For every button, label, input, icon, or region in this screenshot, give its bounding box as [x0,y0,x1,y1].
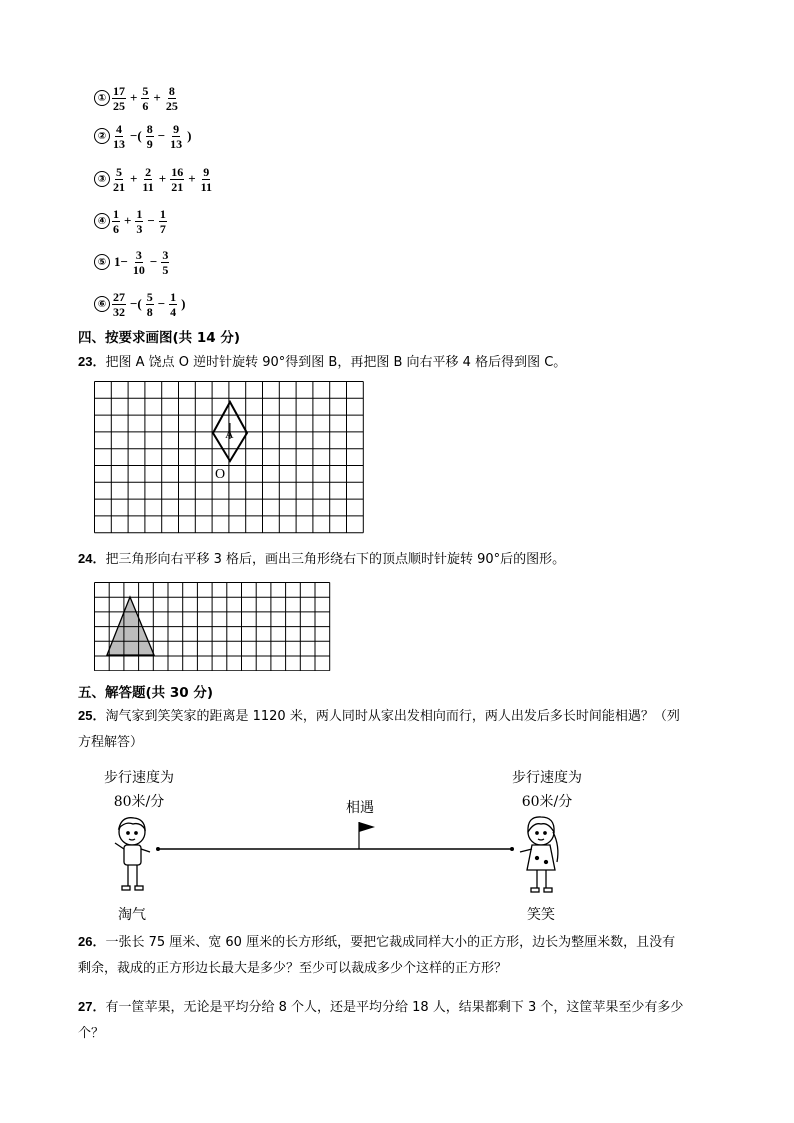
right-speed: 60米/分 [521,794,573,810]
operator: − [147,213,155,228]
operator: 1− [114,254,128,269]
fraction [146,291,154,318]
numerator: 2 [145,164,152,179]
question-text-line1: 有一筐苹果，无论是平均分给 8 个人，还是平均分给 18 人，结果都剩下 3 个，这筐苹果至少有多少 [105,1000,684,1015]
fraction [141,85,149,112]
numerator: 16 [171,164,184,179]
operator: ) [181,296,186,311]
numerator: 1 [136,206,143,221]
numerator: 5 [142,83,149,98]
fraction [135,208,143,235]
numerator: 5 [116,164,122,179]
expression-6 [94,287,189,321]
numerator: 9 [203,164,210,179]
question-text: 把三角形向右平移 3 格后，画出三角形绕右下的顶点顺时针旋转 90°后的图形。 [105,552,566,567]
numerator: 27 [113,289,125,304]
numerator: 1 [113,206,119,221]
operator: − [157,296,166,311]
numerator: 1 [159,206,166,221]
fraction [169,291,177,318]
girl-icon [520,817,558,892]
denominator: 11 [200,179,212,194]
fraction [112,123,126,150]
denominator: 13 [113,136,125,151]
question-number: 25． [78,708,106,723]
fraction [112,166,126,193]
denominator: 21 [171,179,184,194]
question-text: 把图 A 饶点 O 逆时针旋转 90°得到图 B，再把图 B 向右平移 4 格后得到图 C。 [105,355,567,370]
denominator: 6 [113,221,119,236]
fraction [132,249,146,276]
numerator: 8 [168,83,175,98]
expression-5 [94,245,170,279]
question-text-line2: 方程解答） [78,735,144,750]
denominator: 3 [136,221,143,236]
fraction [169,123,183,150]
question-text-line1: 一张长 75 厘米、宽 60 厘米的长方形纸，要把它裁成同样大小的正方形，边长为整厘米数，且没有 [105,935,676,950]
denominator: 9 [146,136,153,151]
meet-label: 相遇 [346,800,374,816]
fraction [170,166,184,193]
question-text-line2: 剩余，裁成的正方形边长最大是多少？至少可以裁成多少个这样的正方形？ [78,961,508,976]
meeting-diagram [100,812,570,907]
triangle [107,597,154,655]
operator: + [158,171,167,186]
left-name: 淘气 [118,907,146,923]
operator: + [153,90,161,105]
denominator: 11 [142,179,154,194]
numerator: 4 [116,121,122,136]
denominator: 4 [170,304,177,319]
numerator: 3 [162,247,169,262]
grid-q24 [94,582,335,671]
operator: − [149,254,158,269]
section-four-title: 四、按要求画图(共 14 分) [78,330,241,346]
question-number: 23． [78,354,106,369]
label-o: O [215,467,226,482]
section-five-title: 五、解答题(共 30 分) [78,685,214,701]
expression-2 [94,119,195,153]
fraction [141,166,154,193]
denominator: 5 [162,262,169,277]
operator: −( [130,128,142,143]
question-text-line2: 个？ [78,1026,105,1041]
operator: − [157,128,166,143]
boy-icon [115,818,150,890]
expression-3 [94,162,214,196]
left-speed: 80米/分 [113,794,165,810]
question-26 [78,929,778,982]
expression-number: ① [94,90,110,106]
expression-number: ③ [94,171,110,187]
expression-number: ⑥ [94,296,110,312]
operator: + [130,90,138,105]
numerator: 5 [146,289,153,304]
numerator: 1 [170,289,177,304]
denominator: 7 [159,221,166,236]
fraction [112,208,120,235]
numerator: 9 [173,121,180,136]
expression-number: ⑤ [94,254,110,270]
question-27 [78,994,778,1047]
question-number: 24． [78,551,106,566]
fraction [161,249,169,276]
expression-1 [94,81,180,115]
denominator: 10 [132,262,145,277]
denominator: 21 [113,179,125,194]
fraction [146,123,154,150]
denominator: 13 [170,136,183,151]
denominator: 32 [113,304,125,319]
left-speed-label: 步行速度为 [104,770,174,786]
fraction [112,85,126,112]
operator: + [130,171,138,186]
right-speed-label: 步行速度为 [512,770,582,786]
numerator: 3 [135,247,142,262]
operator: + [188,171,196,186]
numerator: 17 [113,83,125,98]
question-text-line1: 淘气家到笑笑家的距离是 1120 米，两人同时从家出发相向而行，两人出发后多长时间能相遇？（列 [105,709,680,724]
denominator: 8 [146,304,153,319]
fraction [200,166,213,193]
expression-number: ④ [94,213,110,229]
label-a: A [225,427,234,441]
question-number: 27． [78,999,106,1014]
expression-number: ② [94,128,110,144]
operator: ) [187,128,192,143]
question-25 [78,703,778,756]
grid-q23 [94,381,365,544]
question-number: 26． [78,934,106,949]
fraction [159,208,167,235]
fraction [165,85,179,112]
denominator: 25 [165,98,178,113]
right-name: 笑笑 [527,907,555,923]
expression-4 [94,204,168,238]
operator: −( [130,296,142,311]
numerator: 8 [146,121,153,136]
denominator: 6 [142,98,149,113]
denominator: 25 [113,98,125,113]
question-24 [78,546,565,573]
operator: + [124,213,132,228]
question-23 [78,349,566,376]
fraction [112,291,126,318]
flag-icon [359,822,375,849]
